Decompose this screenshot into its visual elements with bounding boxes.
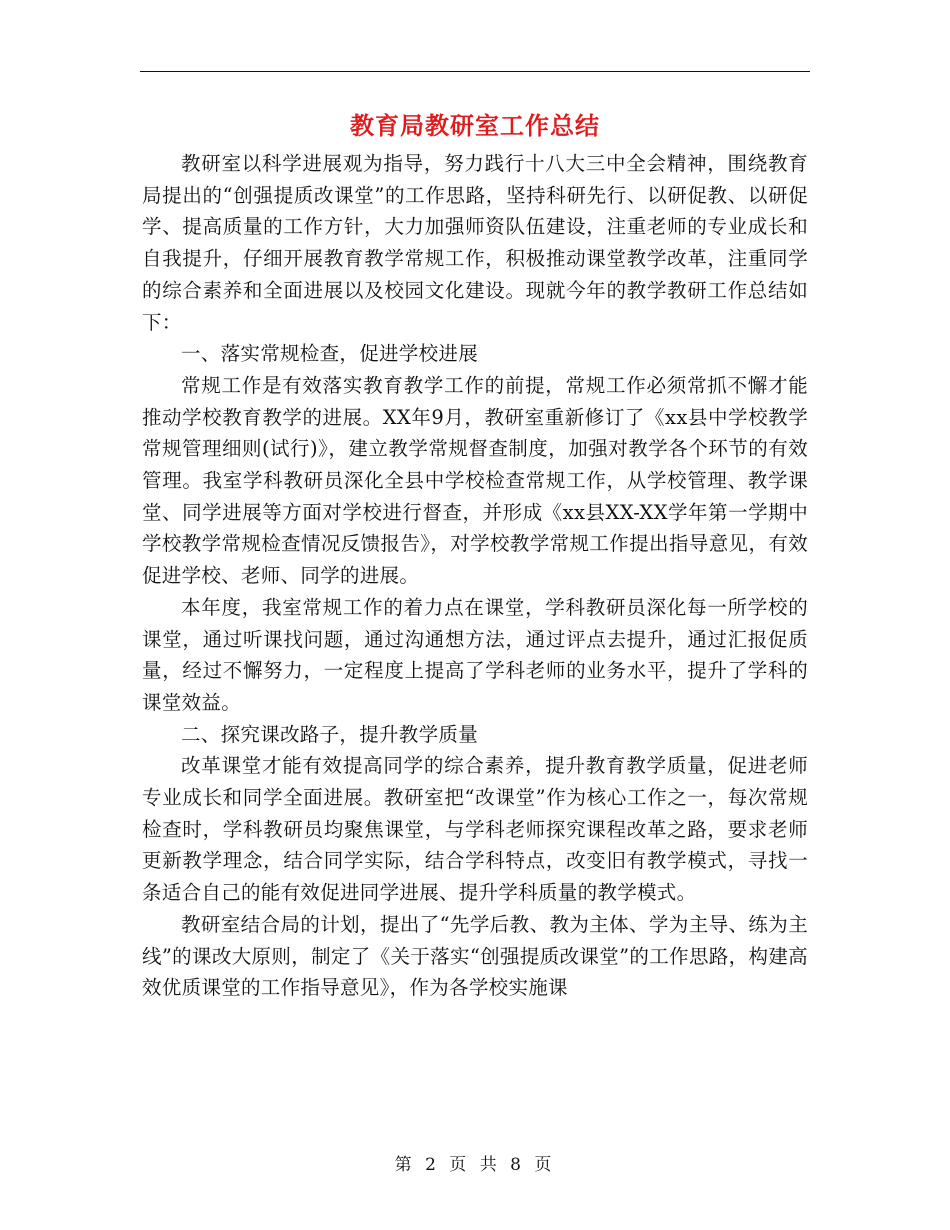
paragraph-principles: 教研室结合局的计划，提出了“先学后教、教为主体、学为主导、练为主线”的课改大原则，制定了《关于落实“创强提质改课堂”的工作思路，构建高效优质课堂的工作指导意见》，作为各学校实施课 — [142, 912, 808, 1000]
page-number: 第 2 页 共 8 页 — [394, 1155, 556, 1175]
section-heading-2: 二、探究课改路子，提升教学质量 — [181, 722, 479, 746]
header-rule — [140, 71, 810, 72]
paragraph-intro: 教研室以科学进展观为指导，努力践行十八大三中全会精神，围绕教育局提出的“创强提质改课堂”的工作思路，坚持科研先行、以研促教、以研促学、提高质量的工作方针，大力加强师资队伍建设，注重老师的专业成长和自我提升，仔细开展教育教学常规工作，积极推动课堂教学改革，注重同学的综合素养和全面进展以及校园文化建设。现就今年的教学教研工作总结如下： — [142, 152, 808, 334]
paragraph-routine-work: 常规工作是有效落实教育教学工作的前提，常规工作必须常抓不懈才能推动学校教育教学的进展。XX年9月，教研室重新修订了《xx县中学校教学常规管理细则(试行)》，建立教学常规督查制度，加强对教学各个环节的有效管理。我室学科教研员深化全县中学校检查常规工作，从学校管理、教学课堂、同学进展等方面对学校进行督查，并形成《xx县XX-XX学年第一学期中学校教学常规检查情况反馈报告》，对学校教学常规工作提出指导意见，有效促进学校、老师、同学的进展。 — [142, 373, 808, 588]
paragraph-reform: 改革课堂才能有效提高同学的综合素养，提升教育教学质量，促进老师专业成长和同学全面进展。教研室把“改课堂”作为核心工作之一，每次常规检查时，学科教研员均聚焦课堂，与学科老师探究课程改革之路，要求老师更新教学理念，结合同学实际，结合学科特点，改变旧有教学模式，寻找一条适合自己的能有效促进同学进展、提升学科质量的教学模式。 — [142, 754, 808, 905]
document-title: 教育局教研室工作总结 — [350, 111, 600, 140]
paragraph-classroom-focus: 本年度，我室常规工作的着力点在课堂，学科教研员深化每一所学校的课堂，通过听课找问题，通过沟通想方法，通过评点去提升，通过汇报促质量，经过不懈努力，一定程度上提高了学科老师的业务水平，提升了学科的课堂效益。 — [142, 595, 808, 714]
document-body — [142, 148, 808, 1004]
section-heading-1: 一、落实常规检查，促进学校进展 — [181, 342, 479, 366]
